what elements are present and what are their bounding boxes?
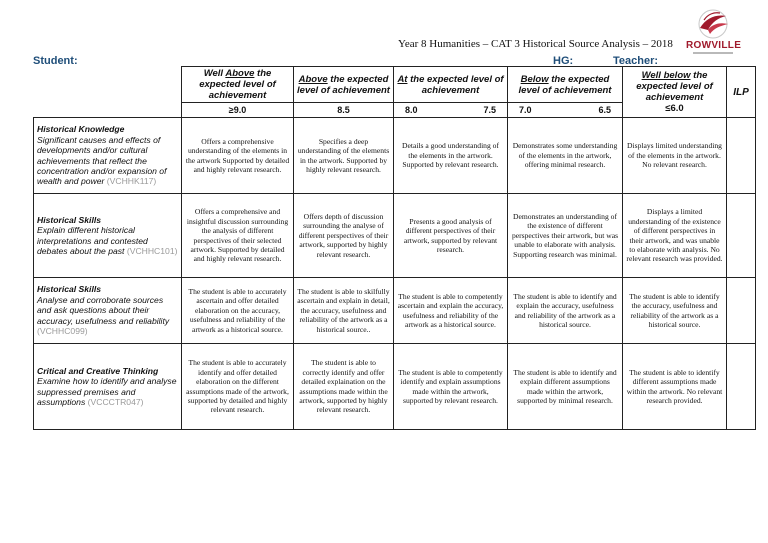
bird-emblem-icon: [686, 8, 740, 40]
rubric-cell: The student is able to identify and explain the accuracy, usefulness and reliability of the artwork as a historical source.: [508, 278, 623, 344]
rubric-cell: Demonstrates some understanding of the elements in the artwork, offering minimal research.: [508, 118, 623, 194]
rubric-cell: The student is able to identify and explain different assumptions made within the artwork, supported by minimal research.: [508, 344, 623, 430]
score-at: 8.0 7.5: [394, 103, 508, 118]
rubric-cell: The student is able to accurately identify and offer detailed elaboration on the different assumptions made of the artwork, supported by detailed and highly relevant research.: [182, 344, 294, 430]
rubric-cell: The student is able to identify different assumptions made within the artwork. No relevant research provided.: [623, 344, 727, 430]
logo-wordmark: ROWVILLE: [686, 40, 742, 51]
table-row: [34, 344, 756, 430]
rubric-cell: The student is able to competently identify and explain assumptions made within the artwork, supported by relevant research.: [394, 344, 508, 430]
rubric-cell: Demonstrates an understanding of the existence of different perspectives their artwork, but was unable to elaborate with analysis. Supporting research was minimal.: [508, 194, 623, 278]
rubric-cell: Details a good understanding of the elements in the artwork. Supported by relevant research.: [394, 118, 508, 194]
ilp-cell[interactable]: [727, 194, 756, 278]
school-logo: [686, 8, 740, 58]
score-well-below: ≤6.0: [665, 103, 684, 114]
ilp-cell[interactable]: [727, 344, 756, 430]
score-above: 8.5: [294, 103, 394, 118]
column-header-well-below: Well below the expected level of achievement ≤6.0: [623, 67, 727, 118]
table-row: [34, 194, 756, 278]
table-row: [34, 118, 756, 194]
ilp-cell[interactable]: [727, 278, 756, 344]
rubric-table: [33, 66, 756, 430]
column-header-above: Above the expected level of achievement: [294, 67, 394, 103]
ilp-header: ILP: [727, 67, 756, 118]
rubric-cell: The student is able to competently ascertain and explain the accuracy, usefulness and reliability of the artwork as a historical source.: [394, 278, 508, 344]
rubric-cell: Specifies a deep understanding of the elements in the artwork. Supported by highly relevant research.: [294, 118, 394, 194]
criterion-cell: Historical Skills Analyse and corroborate sources and ask questions about their accuracy, usefulness and reliability (VCHHC099): [34, 278, 182, 344]
ilp-cell[interactable]: [727, 118, 756, 194]
rubric-cell: Displays limited understanding of the elements in the artwork. No relevant research.: [623, 118, 727, 194]
criterion-cell: Historical Skills Explain different historical interpretations and contested debates about the past (VCHHC101): [34, 194, 182, 278]
criterion-cell: Critical and Creative Thinking Examine how to identify and analyse suppressed premises and assumptions (VCCCTR047): [34, 344, 182, 430]
rubric-cell: Offers depth of discussion surrounding the analyse of different perspectives of their artwork, supported by highly relevant research.: [294, 194, 394, 278]
rubric-cell: The student is able to correctly identify and offer detailed explaination on the assumptions made within the artwork, supported by highly relevant research.: [294, 344, 394, 430]
rubric-cell: The student is able to skilfully ascertain and explain in detail, the accuracy, usefulness and reliability of the artwork as a historical source..: [294, 278, 394, 344]
document-title: Year 8 Humanities – CAT 3 Historical Source Analysis – 2018: [398, 38, 673, 50]
rubric-cell: The student is able to identify the accuracy, usefulness and reliability of the artwork as a historical source.: [623, 278, 727, 344]
column-header-at: At the expected level of achievement: [394, 67, 508, 103]
criteria-header-cell: [34, 67, 182, 118]
teacher-label: Teacher:: [613, 55, 659, 67]
student-label: Student:: [33, 55, 78, 67]
criterion-cell: Historical Knowledge Significant causes and effects of developments and/or cultural achievements that reflect the concentration and/or expansion of wealth and power (VCHHK117): [34, 118, 182, 194]
rubric-cell: Offers a comprehensive understanding of the elements in the artwork Supported by detailed and highly relevant research.: [182, 118, 294, 194]
column-header-below: Below the expected level of achievement: [508, 67, 623, 103]
table-row: [34, 278, 756, 344]
logo-underline: [693, 52, 733, 54]
rubric-cell: The student is able to accurately ascertain and offer detailed elaboration on the accuracy, usefulness and reliability of the artwork as a historical source.: [182, 278, 294, 344]
score-below: 7.0 6.5: [508, 103, 623, 118]
hg-label: HG:: [553, 55, 574, 67]
score-well-above: ≥9.0: [182, 103, 294, 118]
rubric-cell: Presents a good analysis of different perspectives of their artwork, supported by relevant research.: [394, 194, 508, 278]
rubric-cell: Offers a comprehensive and insightful discussion surrounding the analysis of different perspectives of their selected artwork. Supported by detailed and highly relevant research.: [182, 194, 294, 278]
rubric-cell: Displays a limited understanding of the existence of different perspectives in their artwork, and was unable to elaborate with analysis. No relevant research was provided.: [623, 194, 727, 278]
column-header-well-above: Well Above the expected level of achievement: [182, 67, 294, 103]
